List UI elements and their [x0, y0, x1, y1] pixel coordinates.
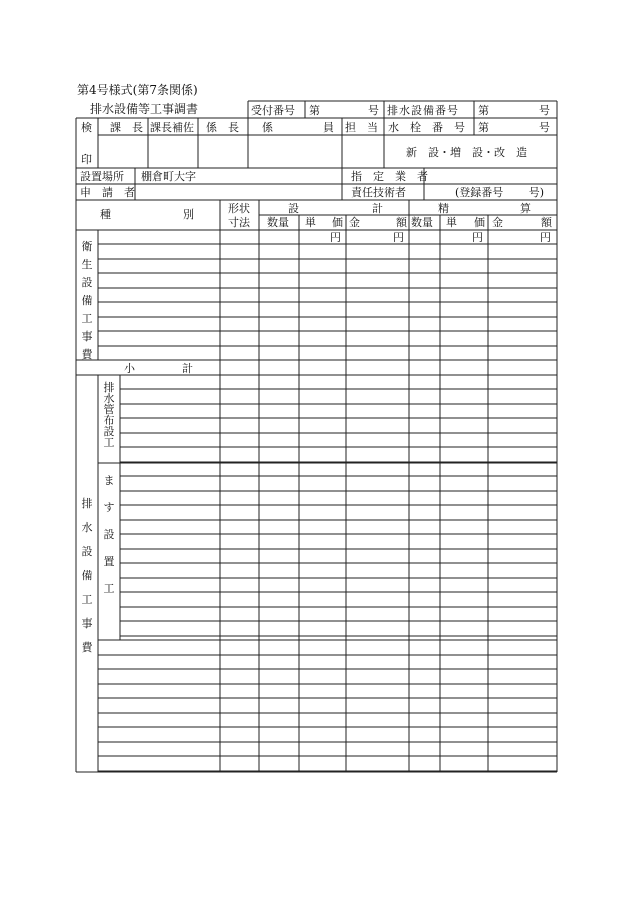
yen-settle-unit: 円 — [472, 231, 483, 244]
subsection-chief-label: 係 長 — [206, 121, 239, 134]
subtotal-label-right: 計 — [182, 362, 193, 375]
vertical-char: 設 — [103, 528, 115, 541]
basin-install-vertical-label — [102, 474, 116, 609]
drainage-dai: 第 — [478, 104, 489, 117]
registration-number-label: (登録番号 号) — [455, 186, 545, 199]
person-in-charge-label: 担 当 — [345, 121, 378, 134]
receipt-number-label: 受付番号 — [251, 104, 295, 117]
receipt-go: 号 — [368, 104, 379, 117]
staff-label-left: 係 — [262, 121, 273, 134]
shape-label: 形状 — [228, 202, 250, 215]
vertical-char: 備 — [81, 569, 93, 582]
vertical-char: 布 — [103, 414, 115, 427]
vertical-char: 水 — [103, 392, 115, 405]
faucet-go: 号 — [539, 121, 550, 134]
design-quantity: 数量 — [267, 216, 289, 229]
faucet-dai: 第 — [478, 121, 489, 134]
design-unit-price-l: 単 — [305, 216, 316, 229]
vertical-char: 事 — [81, 330, 93, 343]
settlement-label-right: 算 — [520, 202, 531, 215]
drainage-number-label: 排水設備番号 — [387, 104, 459, 117]
vertical-char: 設 — [103, 425, 115, 438]
yen-settle-amount: 円 — [540, 231, 551, 244]
vertical-char: 工 — [81, 312, 93, 325]
section-chief-label: 課 長 — [110, 121, 143, 134]
staff-label-right: 員 — [323, 121, 334, 134]
construction-type: 新 設・増 設・改 造 — [406, 146, 527, 159]
vertical-char: 工 — [103, 582, 115, 595]
vertical-char: 費 — [81, 348, 93, 361]
vertical-char: す — [103, 501, 115, 514]
seal-label: 印 — [81, 153, 92, 166]
settle-unit-price-r: 価 — [474, 216, 485, 229]
design-unit-price-r: 価 — [332, 216, 343, 229]
design-amount-r: 額 — [396, 216, 407, 229]
location-value: 棚倉町大字 — [141, 170, 196, 183]
vertical-char: 排 — [81, 497, 93, 510]
type-label-left: 種 — [100, 208, 111, 221]
vertical-char: 置 — [103, 555, 115, 568]
inspection-label: 検 — [81, 121, 92, 134]
settlement-label-left: 精 — [438, 202, 449, 215]
faucet-number-label: 水 栓 番 号 — [388, 121, 465, 134]
deputy-chief-label: 課長補佐 — [150, 121, 194, 134]
design-label-left: 設 — [288, 202, 299, 215]
type-label-right: 別 — [183, 208, 194, 221]
vertical-char: 費 — [81, 641, 93, 654]
vertical-char: 管 — [103, 403, 115, 416]
settle-amount-r: 額 — [541, 216, 552, 229]
settle-quantity: 数量 — [411, 216, 433, 229]
vertical-char: 工 — [81, 593, 93, 606]
vertical-char: 事 — [81, 617, 93, 630]
subtotal-label-left: 小 — [124, 362, 135, 375]
location-label: 設置場所 — [80, 170, 124, 183]
vertical-char: 備 — [81, 294, 93, 307]
designated-contractor-label: 指 定 業 者 — [351, 170, 428, 183]
settle-unit-price-l: 単 — [446, 216, 457, 229]
design-label-right: 計 — [372, 202, 383, 215]
vertical-char: 設 — [81, 545, 93, 558]
vertical-char: 衛 — [81, 240, 93, 253]
drainage-go: 号 — [539, 104, 550, 117]
yen-design-unit: 円 — [330, 231, 341, 244]
vertical-char: 水 — [81, 521, 93, 534]
form-number-title: 第4号様式(第7条関係) — [77, 83, 198, 97]
size-label: 寸法 — [228, 216, 250, 229]
settle-amount-l: 金 — [492, 216, 503, 229]
applicant-label: 申 請 者 — [80, 186, 135, 199]
yen-design-amount: 円 — [393, 231, 404, 244]
vertical-char: 工 — [103, 436, 115, 449]
drainage-cost-vertical-label — [80, 497, 94, 665]
vertical-char: ま — [103, 474, 115, 487]
chief-engineer-label: 責任技術者 — [351, 186, 406, 199]
vertical-char: 排 — [103, 381, 115, 394]
vertical-char: 生 — [81, 258, 93, 271]
receipt-dai: 第 — [309, 104, 320, 117]
pipe-laying-vertical-label — [102, 382, 116, 448]
vertical-char: 設 — [81, 276, 93, 289]
design-amount-l: 金 — [349, 216, 360, 229]
sanitary-cost-vertical-label — [80, 240, 94, 366]
document-title: 排水設備等工事調書 — [90, 102, 199, 116]
